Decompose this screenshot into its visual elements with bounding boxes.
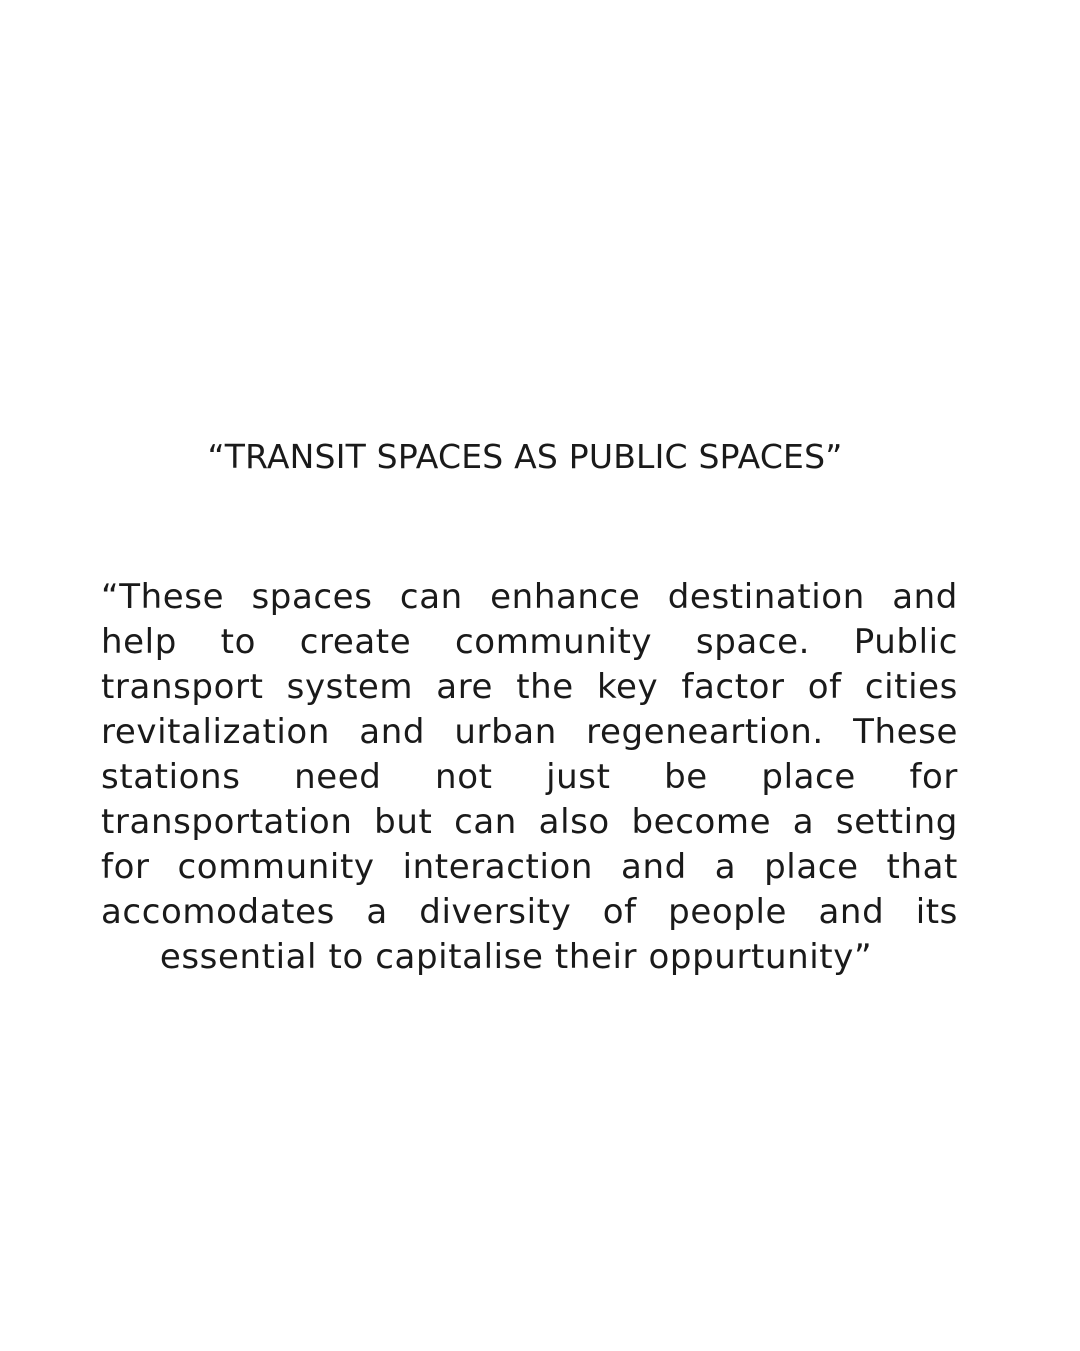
slide-title: “TRANSIT SPACES AS PUBLIC SPACES” [207, 437, 843, 476]
quote-paragraph [101, 575, 958, 980]
quote-line: revitalization and urban regeneartion. These [101, 712, 958, 752]
quote-line: transport system are the key factor of cities [101, 667, 958, 707]
quote-line: for community interaction and a place that [101, 847, 958, 887]
quote-line: “These spaces can enhance destination and [101, 577, 958, 617]
quote-line: accomodates a diversity of people and its [101, 892, 958, 932]
quote-line: transportation but can also become a setting [101, 802, 958, 842]
quote-line: stations need not just be place for [101, 757, 958, 797]
quote-line-last: essential to capitalise their oppurtunity” [159, 937, 873, 977]
quote-line: help to create community space. Public [101, 622, 958, 662]
